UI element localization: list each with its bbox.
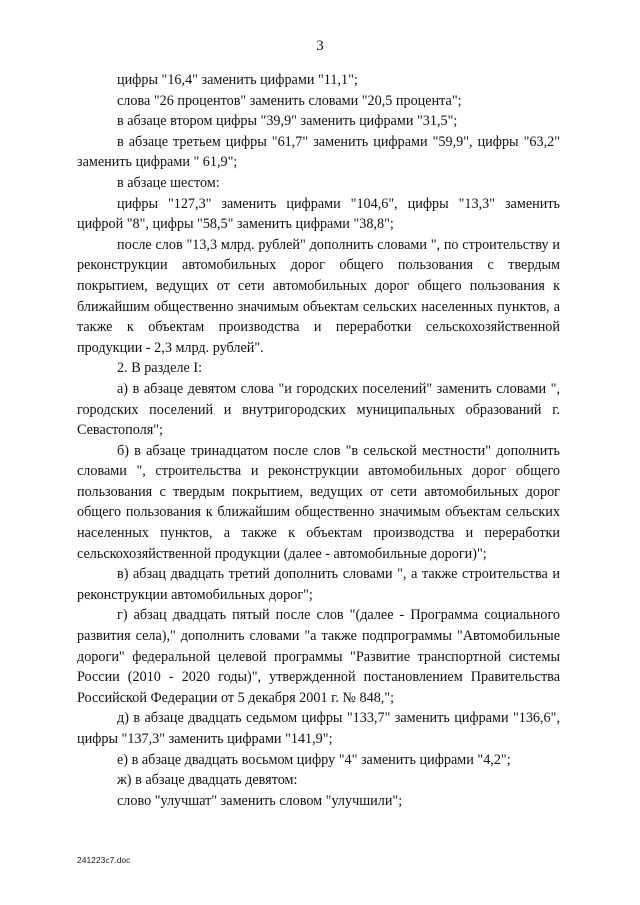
paragraph: г) абзац двадцать пятый после слов "(далее - Программа социального развития села)," дополнить словами "а также подпрограммы "Автомобильные дороги" федеральной целевой программы "Развитие транспортной системы России (2010 - 2020 годы)", утвержденной постановлением Правительства Российской Федерации от 5 декабря 2001 г. № 848,"; xyxy=(77,607,560,706)
paragraph: в абзаце втором цифры "39,9" заменить цифрами "31,5"; xyxy=(117,113,458,130)
paragraph: после слов "13,3 млрд. рублей" дополнить словами ", по строительству и реконструкции автомобильных дорог общего пользования с твердым покрытием, ведущих от сети автомобильных дорог общего пользования к ближайшим общественно значимым объектам сельских населенных пунктов, а также к объектам производства и переработки сельскохозяйственной продукции - 2,3 млрд. рублей". xyxy=(77,236,560,356)
footer-filename: 241223c7.doc xyxy=(77,855,131,865)
paragraph: слово "улучшат" заменить словом "улучшили"; xyxy=(117,792,403,809)
paragraph: б) в абзаце тринадцатом после слов "в сельской местности" дополнить словами ", строительства и реконструкции автомобильных дорог общего пользования с твердым покрытием, ведущих от сети автомобильных дорог общего пользования к ближайшим общественно значимым объектам сельских населенных пунктов, а также к объектам производства и переработки сельскохозяйственной продукции (далее - автомобильные дороги)"; xyxy=(77,442,560,562)
page-number: 3 xyxy=(316,38,324,54)
paragraph: цифры "16,4" заменить цифрами "11,1"; xyxy=(117,72,358,88)
paragraph: в) абзац двадцать третий дополнить словами ", а также строительства и реконструкции автомобильных дорог"; xyxy=(77,566,560,603)
section-heading: 2. В разделе I: xyxy=(117,360,203,377)
paragraph: д) в абзаце двадцать седьмом цифры "133,7" заменить цифрами "136,6", цифры "137,3" заменить цифрами "141,9"; xyxy=(77,710,560,747)
paragraph: е) в абзаце двадцать восьмом цифру "4" заменить цифрами "4,2"; xyxy=(117,751,511,768)
paragraph: а) в абзаце девятом слова "и городских поселений" заменить словами ", городских поселений и внутригородских муниципальных образований г. Севастополя"; xyxy=(77,380,560,439)
paragraph: цифры "127,3" заменить цифрами "104,6", цифры "13,3" заменить цифрой "8", цифры "58,5" заменить цифрами "38,8"; xyxy=(77,195,560,233)
paragraph: ж) в абзаце двадцать девятом: xyxy=(117,772,298,789)
document-body xyxy=(77,70,560,811)
paragraph: слова "26 процентов" заменить словами "20,5 процента"; xyxy=(117,92,462,109)
paragraph: в абзаце шестом: xyxy=(117,174,220,191)
paragraph: в абзаце третьем цифры "61,7" заменить цифрами "59,9", цифры "63,2" заменить цифрами " 61,9"; xyxy=(77,133,560,171)
